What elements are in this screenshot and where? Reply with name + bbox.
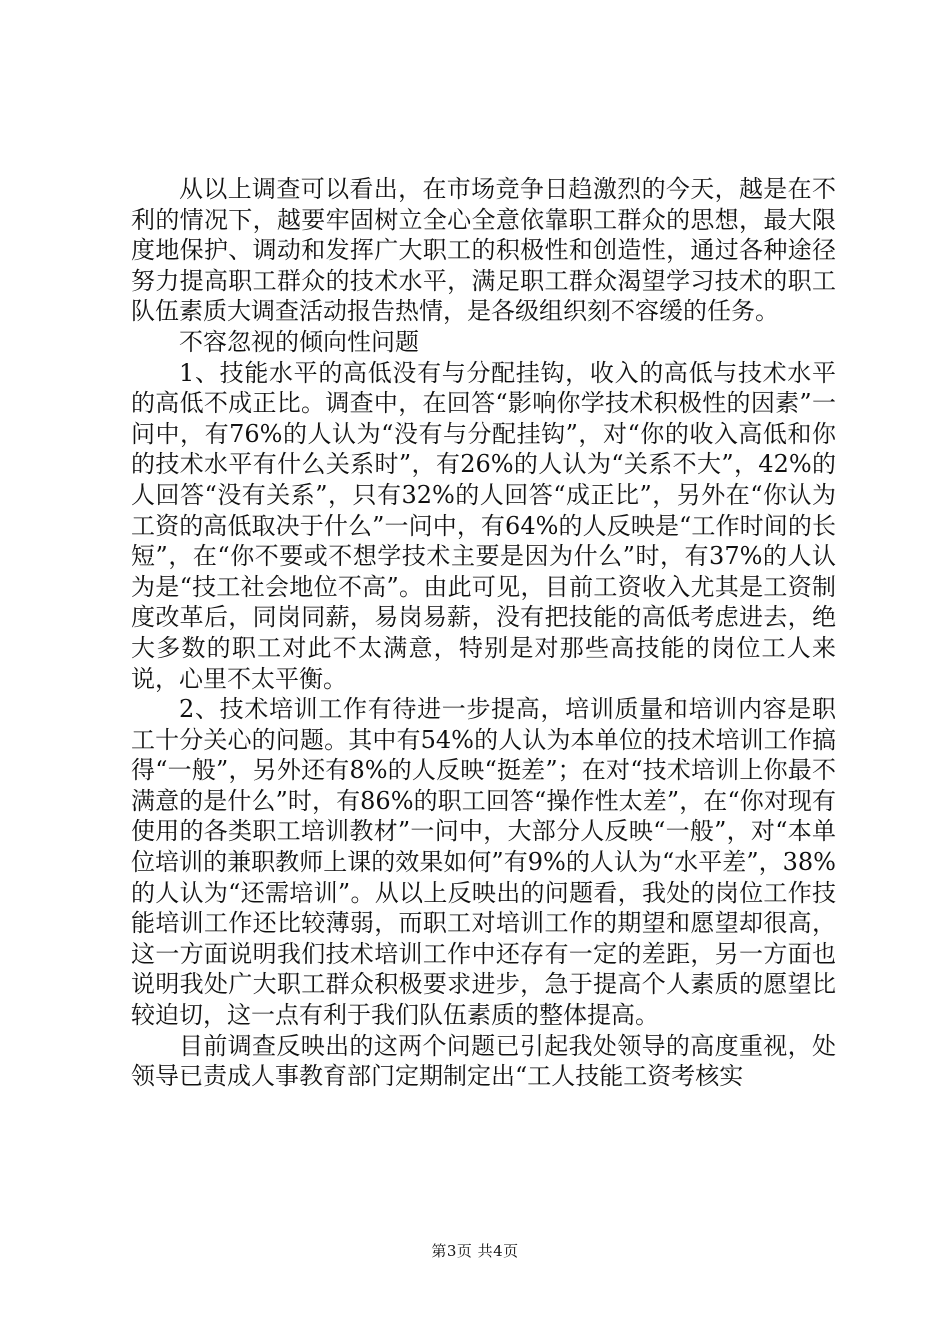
document-body [131, 174, 836, 1092]
paragraph-issue-2: 2、技术培训工作有待进一步提高，培训质量和培训内容是职工十分关心的问题。其中有54%的人认为本单位的技术培训工作搞得“一般”，另外还有8%的人反映“挺差”；在对“技术培训上你最不满意的是什么”时，有86%的职工回答“操作性太差”，在“你对现有使用的各类职工培训教材”一问中，大部分人反映“一般”，对“本单位培训的兼职教师上课的效果如何”有9%的人认为“水平差”，38%的人认为“还需培训”。从以上反映出的问题看，我处的岗位工作技能培训工作还比较薄弱，而职工对培训工作的期望和愿望却很高，这一方面说明我们技术培训工作中还存有一定的差距，另一方面也说明我处广大职工群众积极要求进步，急于提高个人素质的愿望比较迫切，这一点有利于我们队伍素质的整体提高。 [131, 695, 836, 1030]
paragraph-issue-1: 1、技能水平的高低没有与分配挂钩，收入的高低与技术水平的高低不成正比。调查中，在回答“影响你学技术积极性的因素”一问中，有76%的人认为“没有与分配挂钩”，对“你的收入高低和你的技术水平有什么关系时”，有26%的人认为“关系不大”，42%的人回答“没有关系”，只有32%的人回答“成正比”，另外在“你认为工资的高低取决于什么”一问中，有64%的人反映是“工作时间的长短”，在“你不要或不想学技术主要是因为什么”时，有37%的人认为是“技工社会地位不高”。由此可见，目前工资收入尤其是工资制度改革后，同岗同薪，易岗易薪，没有把技能的高低考虑进去，绝大多数的职工对此不太满意，特别是对那些高技能的岗位工人来说，心里不太平衡。 [131, 358, 836, 693]
section-heading: 不容忽视的倾向性问题 [179, 327, 419, 356]
paragraph-conclusion: 从以上调查可以看出，在市场竞争日趋激烈的今天，越是在不利的情况下，越要牢固树立全心全意依靠职工群众的思想，最大限度地保护、调动和发挥广大职工的积极性和创造性，通过各种途径努力提高职工群众的技术水平，满足职工群众渴望学习技术的职工队伍素质大调查活动报告热情，是各级组织刻不容缓的任务。 [131, 175, 836, 326]
page-number-footer: 第3页 共4页 [431, 1242, 519, 1260]
paragraph-follow-up: 目前调查反映出的这两个问题已引起我处领导的高度重视，处领导已责成人事教育部门定期制定出“工人技能工资考核实 [131, 1031, 836, 1091]
